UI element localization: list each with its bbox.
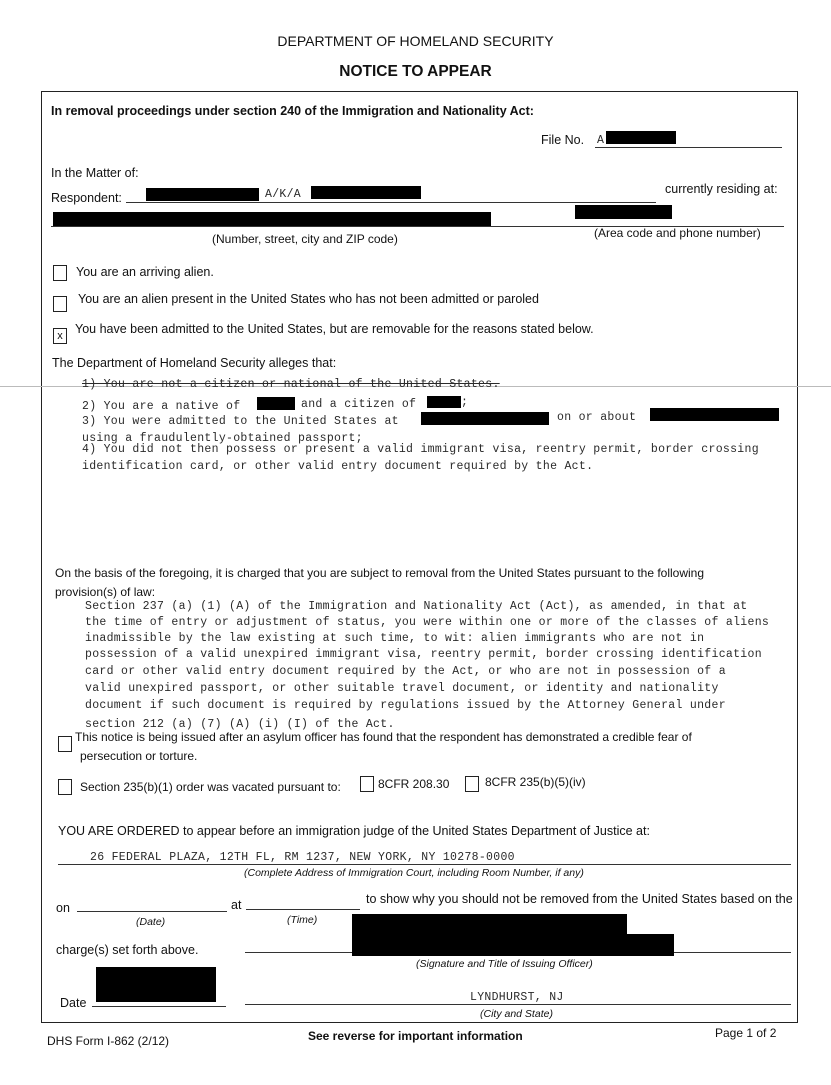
allegation-2-mid: and a citizen of: [301, 398, 417, 411]
respondent-label: Respondent:: [51, 191, 122, 205]
form-number: DHS Form I-862 (2/12): [47, 1034, 170, 1048]
asylum-checkbox[interactable]: [58, 736, 72, 752]
ordered-statement: YOU ARE ORDERED to appear before an immigration judge of the United States Department of Justice at:: [58, 824, 650, 838]
charge-line: document if such document is required by regulations issued by the Attorney General under: [85, 699, 726, 712]
issue-date-line: [92, 1006, 226, 1007]
aka-text: A/K/A: [265, 188, 302, 201]
alias-redaction: [311, 186, 421, 199]
court-address: 26 FEDERAL PLAZA, 12TH FL, RM 1237, NEW YORK, NY 10278-0000: [90, 851, 515, 864]
address-caption: (Number, street, city and ZIP code): [212, 232, 398, 246]
allegation-2-end: ;: [461, 396, 469, 409]
allegation-1: 1) You are not a citizen or national of the United States.: [82, 378, 500, 391]
citizen-country-redaction: [427, 396, 461, 408]
cfr-208-label: 8CFR 208.30: [378, 777, 450, 791]
asylum-line-2: persecution or torture.: [80, 749, 198, 763]
show-why-text: to show why you should not be removed from the United States based on the: [366, 892, 793, 906]
charge-line: Section 237 (a) (1) (A) of the Immigration and Nationality Act (Act), as amended, in that at: [85, 600, 748, 613]
present-alien-label: You are an alien present in the United States who has not been admitted or paroled: [78, 292, 539, 306]
arriving-alien-label: You are an arriving alien.: [76, 265, 214, 279]
admitted-checkbox[interactable]: [53, 328, 67, 344]
city-state: LYNDHURST, NJ: [470, 991, 564, 1004]
charges-text: charge(s) set forth above.: [56, 943, 199, 957]
charge-line: the time of entry or adjustment of status, you were within one or more of the classes of aliens: [85, 616, 770, 629]
city-state-line: [245, 1004, 791, 1005]
charge-intro-2: provision(s) of law:: [55, 585, 156, 599]
arriving-alien-checkbox[interactable]: [53, 265, 67, 281]
date-caption: (Date): [136, 916, 166, 928]
charge-line: card or other valid entry document required by the Act, or who are not in possession of a: [85, 665, 726, 678]
date-label: Date: [60, 996, 87, 1010]
reverse-note: See reverse for important information: [308, 1029, 523, 1043]
signature-caption: (Signature and Title of Issuing Officer): [416, 958, 593, 970]
allegation-4-line1: 4) You did not then possess or present a valid immigrant visa, reentry permit, border crossing: [82, 443, 759, 456]
entry-date-redaction: [650, 408, 779, 421]
admitted-label: You have been admitted to the United States, but are removable for the reasons stated below.: [75, 322, 594, 336]
native-country-redaction: [257, 397, 295, 410]
charge-line: section 212 (a) (7) (A) (i) (I) of the Act.: [85, 718, 395, 731]
allegation-3-start: 3) You were admitted to the United States at: [82, 415, 399, 428]
hearing-date-line: [77, 911, 227, 912]
proceedings-statement: In removal proceedings under section 240 of the Immigration and Nationality Act:: [51, 104, 534, 118]
cfr-235-label: 8CFR 235(b)(5)(iv): [485, 775, 586, 789]
cfr-208-checkbox[interactable]: [360, 776, 374, 792]
charge-line: inadmissible by the law existing at such time, to wit: alien immigrants who are not in: [85, 632, 705, 645]
time-caption: (Time): [287, 914, 318, 926]
cfr-235-checkbox[interactable]: [465, 776, 479, 792]
allegation-4-line2: identification card, or other valid entry document required by the Act.: [82, 460, 594, 473]
phone-redaction: [575, 205, 672, 219]
officer-title-redaction: [352, 934, 674, 956]
hearing-time-line: [246, 909, 360, 910]
charge-line: possession of a valid unexpired immigrant visa, reentry permit, border crossing identification: [85, 648, 762, 661]
allegation-3-end: using a fraudulently-obtained passport;: [82, 432, 363, 445]
residing-label: currently residing at:: [665, 182, 778, 196]
matter-label: In the Matter of:: [51, 166, 139, 180]
court-address-line: [58, 864, 791, 865]
at-label: at: [231, 898, 242, 912]
file-no-prefix: A: [597, 134, 605, 147]
file-no-line: [595, 147, 782, 148]
section-235-label: Section 235(b)(1) order was vacated pursuant to:: [80, 780, 341, 794]
city-state-caption: (City and State): [480, 1008, 553, 1020]
address-redaction: [53, 212, 491, 226]
entry-place-redaction: [421, 412, 549, 425]
present-alien-checkbox[interactable]: [53, 296, 67, 312]
admitted-check-mark: x: [57, 330, 63, 342]
department-heading: DEPARTMENT OF HOMELAND SECURITY: [277, 33, 554, 49]
notice-title: NOTICE TO APPEAR: [339, 63, 492, 80]
issue-date-redaction: [96, 967, 216, 1002]
respondent-name-redaction: [146, 188, 259, 201]
section-235-checkbox[interactable]: [58, 779, 72, 795]
court-address-caption: (Complete Address of Immigration Court, including Room Number, if any): [244, 867, 584, 879]
alleges-intro: The Department of Homeland Security alleges that:: [52, 356, 337, 370]
charge-intro-1: On the basis of the foregoing, it is charged that you are subject to removal from the United States pursuant to the following: [55, 566, 705, 580]
file-no-redaction: [606, 131, 676, 144]
on-label: on: [56, 901, 70, 915]
allegation-2-start: 2) You are a native of: [82, 400, 241, 413]
file-no-label: File No.: [541, 133, 585, 147]
allegation-3-mid: on or about: [557, 411, 637, 424]
charge-line: valid unexpired passport, or other suitable travel document, or identity and nationality: [85, 682, 719, 695]
respondent-line: [126, 202, 656, 203]
phone-caption: (Area code and phone number): [594, 226, 761, 240]
asylum-line-1: This notice is being issued after an asylum officer has found that the respondent has demonstrated a credible fear of: [75, 730, 692, 744]
page-number: Page 1 of 2: [715, 1026, 777, 1040]
